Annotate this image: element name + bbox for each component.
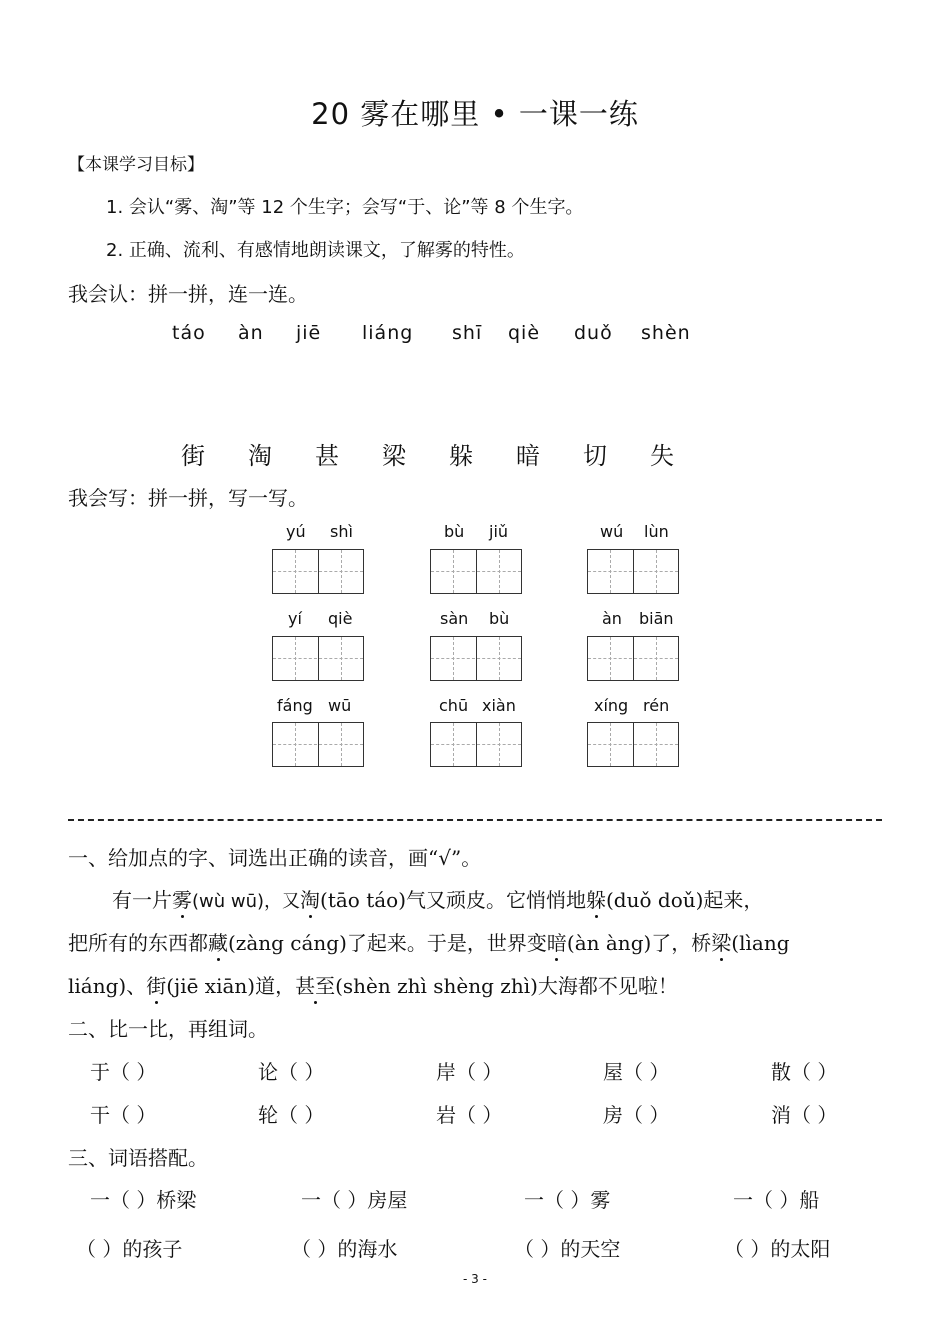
pinyin-shen: shèn [641,322,691,344]
q2-item[interactable]: 论（ ） [258,1060,325,1084]
write-py: biān [639,609,674,628]
q1-heading: 一、给加点的字、词选出正确的读音，画“√”。 [68,846,482,870]
pinyin-jie: jiē [296,322,322,344]
dotted-char: 淘 [300,888,321,912]
pinyin-tao: táo [172,322,206,344]
char-liang: 梁 [382,442,406,470]
q2-heading: 二、比一比，再组词。 [68,1017,268,1041]
pinyin-options[interactable]: (jiē xiān)道， [166,974,296,998]
q1-line-1 [112,884,763,913]
pinyin-duo: duǒ [574,322,613,344]
write-py: lùn [644,522,669,541]
char-an: 暗 [516,442,540,470]
page-title: 20 雾在哪里 • 一课一练 [311,97,639,131]
pinyin-qie: qiè [508,322,541,344]
q2-item[interactable]: 房（ ） [603,1103,670,1127]
writing-grid[interactable] [430,549,522,594]
char-tao: 淘 [248,442,272,470]
q3-item[interactable]: 一（ ）桥梁 [90,1188,197,1212]
pinyin-options[interactable]: (zàng cáng)了起来。于是，世界变 [228,931,547,955]
write-py: xíng [594,696,629,715]
write-py: àn [602,609,622,628]
text: 有一片 [112,888,172,912]
dotted-char: 雾 [172,888,192,912]
q1-line-3 [68,970,678,999]
text: 把所有的东西都 [68,931,208,955]
pinyin-options[interactable]: (tāo táo)气又顽皮。它悄悄地 [320,888,586,912]
char-duo: 躲 [449,442,473,470]
writing-grid[interactable] [587,549,679,594]
write-py: rén [643,696,670,715]
writing-grid[interactable] [430,722,522,767]
q2-item[interactable]: 消（ ） [771,1103,838,1127]
dotted-char: 躲 [586,888,606,912]
char-shen: 甚 [315,442,339,470]
write-py: shì [330,522,353,541]
write-py: xiàn [482,696,516,715]
writing-grid[interactable] [272,636,364,681]
q3-heading: 三、词语搭配。 [68,1146,208,1170]
page-number: - 3 - [463,1272,487,1286]
pinyin-an: àn [238,322,264,344]
writing-grid[interactable] [430,636,522,681]
q3-item[interactable]: （ ）的太阳 [724,1237,831,1261]
write-py: yí [288,609,302,628]
goal-item-1: 1. 会认“雾、淘”等 12 个生字；会写“于、论”等 8 个生字。 [106,197,584,218]
write-py: bù [444,522,465,541]
writing-grid[interactable] [587,722,679,767]
write-py: qiè [328,609,353,628]
q1-line-2 [68,927,790,956]
q2-item[interactable]: 屋（ ） [603,1060,670,1084]
write-py: bù [489,609,510,628]
pinyin-options[interactable]: (lìang [731,931,790,955]
write-py: fáng [277,696,313,715]
q3-item[interactable]: 一（ ）船 [733,1188,820,1212]
write-py: sàn [440,609,469,628]
q2-item[interactable]: 散（ ） [771,1060,838,1084]
dotted-char: 藏 [208,931,228,955]
dotted-char: 街 [146,974,167,998]
writing-grid[interactable] [272,722,364,767]
q2-item[interactable]: 于（ ） [90,1060,157,1084]
pinyin-liang: liáng [362,322,414,344]
write-py: jiǔ [489,522,509,541]
pinyin-shi: shī [452,322,483,344]
section-divider [68,819,882,821]
goal-item-2: 2. 正确、流利、有感情地朗读课文，了解雾的特性。 [106,240,525,261]
write-py: wū [328,696,352,715]
write-py: chū [439,696,469,715]
text: liáng)、 [68,974,147,998]
q3-item[interactable]: 一（ ）雾 [524,1188,611,1212]
q2-item[interactable]: 岩（ ） [436,1103,503,1127]
char-shi: 失 [650,442,674,470]
pinyin-options[interactable]: (duǒ doǔ)起来， [606,888,764,912]
goals-heading: 【本课学习目标】 [68,155,204,175]
q3-item[interactable]: （ ）的孩子 [76,1237,183,1261]
pinyin-options[interactable]: (àn àng)了，桥 [566,931,712,955]
writing-grid[interactable] [272,549,364,594]
dotted-char: 梁 [711,931,732,955]
char-jie: 街 [181,442,205,470]
q2-item[interactable]: 轮（ ） [258,1103,325,1127]
q2-item[interactable]: 岸（ ） [436,1060,503,1084]
write-py: yú [286,522,306,541]
q2-item[interactable]: 干（ ） [90,1103,157,1127]
pinyin-options[interactable]: (shèn zhì shèng zhì)大海都不见啦！ [335,974,678,998]
q3-item[interactable]: （ ）的海水 [291,1237,398,1261]
write-py: wú [600,522,624,541]
pinyin-options[interactable]: (wù wū)，又 [192,891,301,912]
q3-item[interactable]: （ ）的天空 [514,1237,621,1261]
write-heading: 我会写：拼一拼，写一写。 [68,486,308,510]
recognize-heading: 我会认：拼一拼，连一连。 [68,282,308,306]
dotted-char: 甚至 [295,974,336,998]
q3-item[interactable]: 一（ ）房屋 [301,1188,408,1212]
writing-grid[interactable] [587,636,679,681]
char-qie: 切 [583,442,607,470]
dotted-char: 暗 [546,931,567,955]
